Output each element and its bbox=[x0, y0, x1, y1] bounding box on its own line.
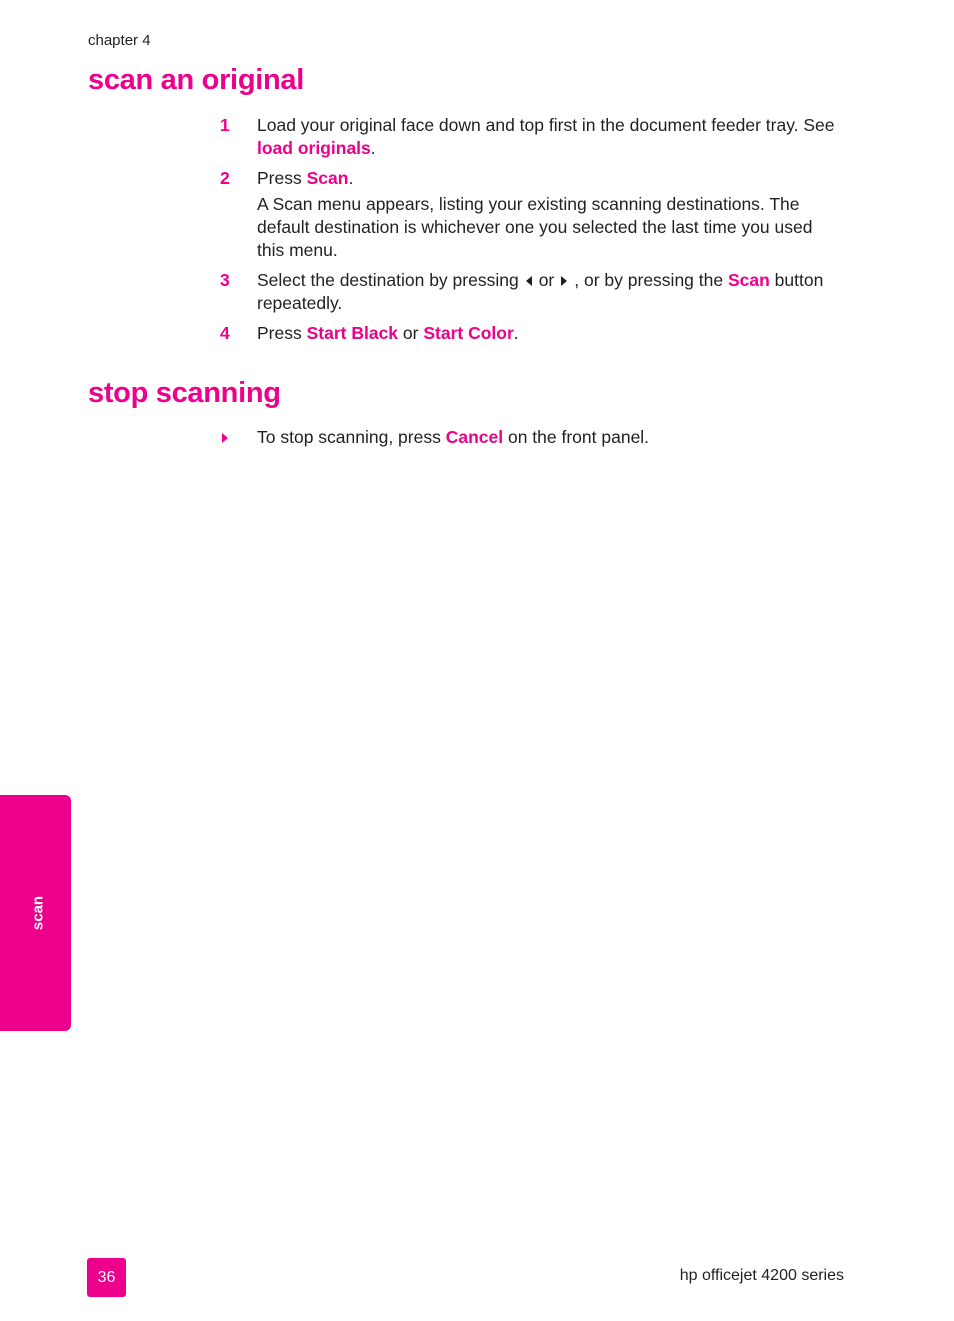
start-black-keyword: Start Black bbox=[306, 323, 399, 343]
bullet-item bbox=[220, 426, 844, 449]
right-arrow-icon bbox=[561, 276, 567, 286]
step-text: , or by pressing the bbox=[574, 270, 728, 290]
start-color-keyword: Start Color bbox=[423, 323, 514, 343]
step-number: 3 bbox=[220, 270, 230, 290]
footer-title: hp officejet 4200 series bbox=[679, 1267, 844, 1284]
step-text: . bbox=[513, 323, 519, 343]
scan-keyword: Scan bbox=[306, 168, 349, 188]
step-text: . bbox=[370, 138, 376, 158]
step-number: 2 bbox=[220, 168, 230, 188]
side-tab-label: scan bbox=[29, 895, 47, 931]
step-text: Press bbox=[257, 323, 307, 343]
bullet-text: To stop scanning, press bbox=[257, 427, 446, 447]
section-title-scan-an-original: scan an original bbox=[88, 64, 304, 96]
step-2 bbox=[220, 167, 844, 262]
load-originals-link[interactable]: load originals bbox=[257, 138, 371, 158]
step-1 bbox=[220, 114, 844, 160]
step-text: . bbox=[348, 168, 354, 188]
step-4 bbox=[220, 322, 844, 345]
bullet-arrow-icon bbox=[222, 433, 228, 443]
section-title-stop-scanning: stop scanning bbox=[88, 377, 281, 409]
step-number: 4 bbox=[220, 323, 230, 343]
step-text: or bbox=[398, 323, 424, 343]
step-text: or bbox=[538, 270, 555, 290]
step-text: Select the destination by pressing bbox=[257, 270, 519, 290]
step-text: Press bbox=[257, 168, 307, 188]
cancel-keyword: Cancel bbox=[445, 427, 504, 447]
bullet-text: on the front panel. bbox=[503, 427, 650, 447]
step-text: Load your original face down and top first in the document feeder tray. See bbox=[257, 115, 835, 135]
scan-keyword: Scan bbox=[727, 270, 770, 290]
step-text: button repeatedly. bbox=[257, 270, 824, 313]
chapter-label: chapter 4 bbox=[88, 32, 151, 49]
left-arrow-icon bbox=[526, 276, 532, 286]
page-number: 36 bbox=[87, 1258, 126, 1297]
step-number: 1 bbox=[220, 115, 230, 135]
step-paragraph: A Scan menu appears, listing your existing scanning destinations. The default destination is whichever one you selected the last time you used this menu. bbox=[257, 194, 813, 260]
step-3 bbox=[220, 269, 844, 315]
